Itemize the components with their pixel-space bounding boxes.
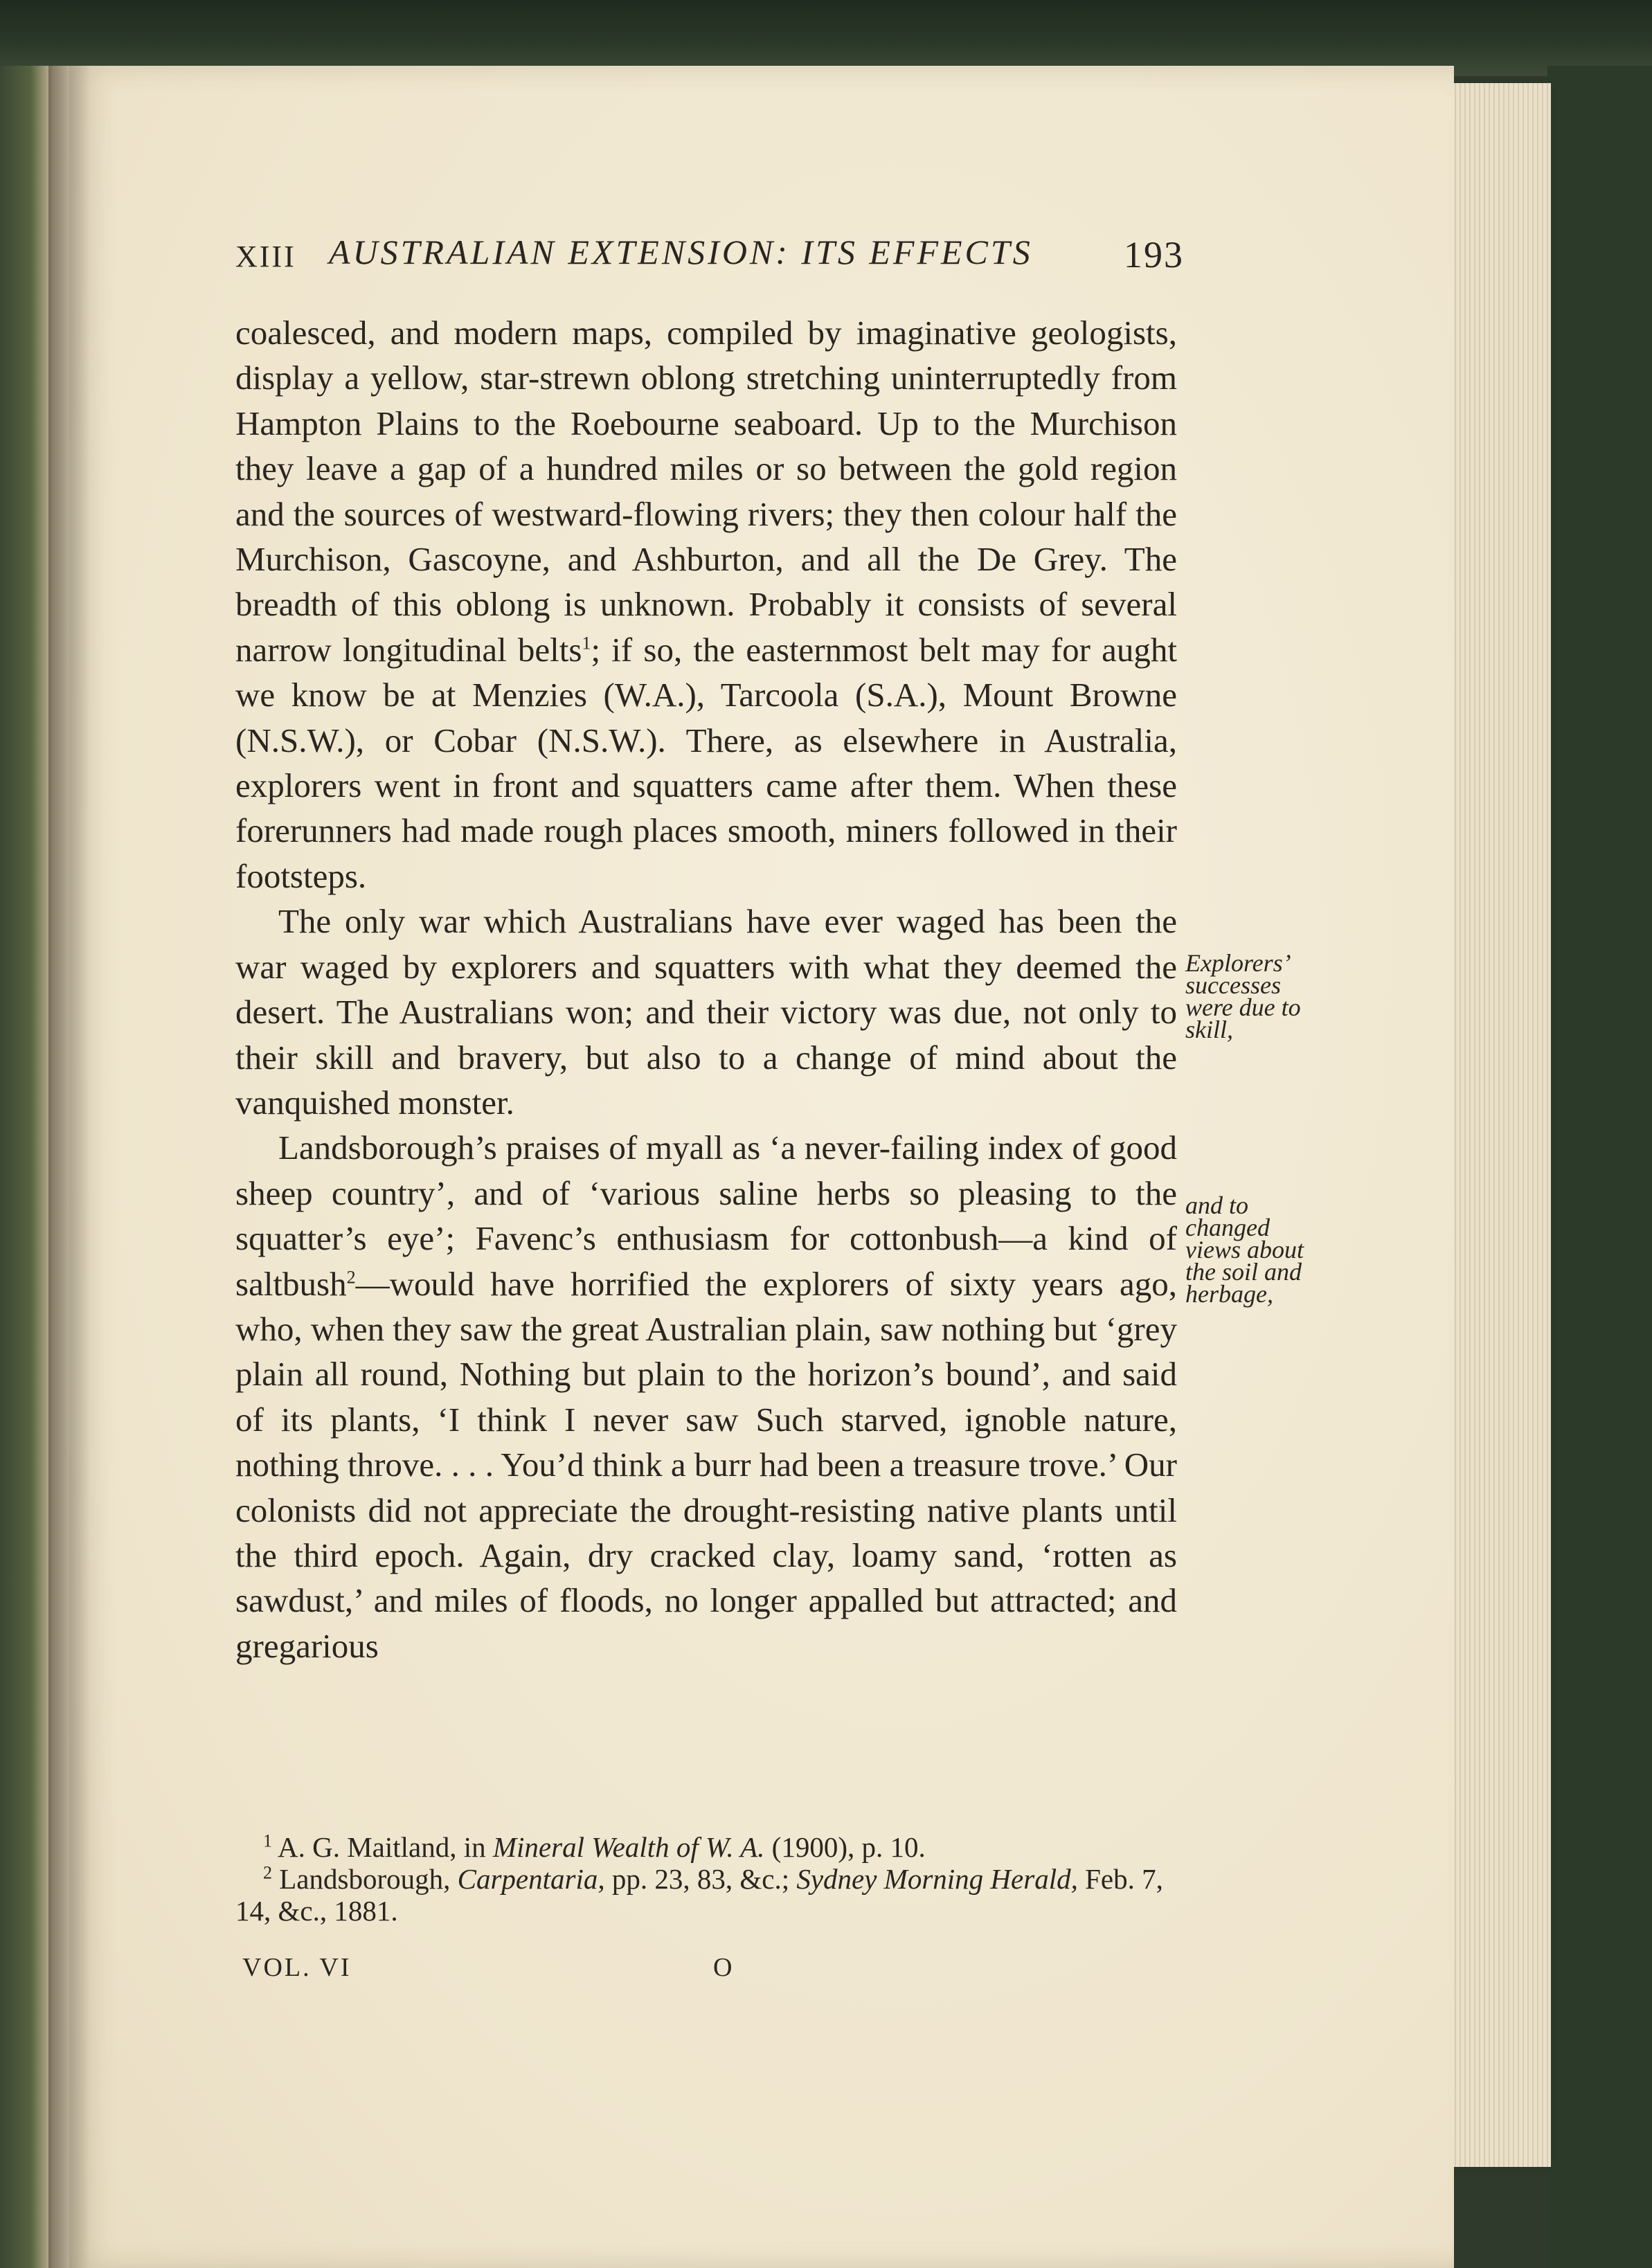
book-cover-right	[1547, 66, 1652, 2268]
running-head	[235, 232, 1184, 280]
footnote-2: $^2$ Landsborough, Carpentaria, pp. 23, 83, &c.; Sydney Morning Herald, Feb. 7, 14, &c., 1881.	[235, 1862, 1163, 1927]
signature-mark: O	[713, 1953, 735, 1982]
volume-label: VOL. VI	[242, 1953, 352, 1982]
sidenote-changed-views: and to changed views about the soil and herbage,	[1185, 1191, 1304, 1308]
paragraph-2: The only war which Australians have ever waged has been the war waged by explorers and squatters with what they deemed the desert. The Australians won; and their victory was due, not only to their skill and bravery, but also to a change of mind about the vanquished monster.	[235, 902, 1177, 1122]
printer-signature	[242, 1952, 935, 1987]
body-text	[235, 310, 1177, 1668]
footnote-ref-1: 1	[582, 633, 591, 654]
footnotes	[235, 1831, 1184, 1927]
footnote-ref-2: 2	[346, 1267, 356, 1288]
page-number: 193	[1124, 234, 1184, 276]
footnote-1: $^1$ A. G. Maitland, in Mineral Wealth of W. A. (1900), p. 10.	[263, 1830, 926, 1863]
sidenote-explorers: Explorers’ successes were due to skill,	[1185, 949, 1301, 1043]
book-cover-top	[0, 0, 1652, 76]
spine-shadow	[48, 66, 90, 2268]
chapter-number: XIII	[235, 240, 296, 273]
paragraph-1: coalesced, and modern maps, compiled by imaginative geologists, display a yellow, star-strewn oblong stretching uninterruptedly from Hampton Plains to the Roebourne seaboard. Up to the Murchison they leave a gap of a hundred miles or so between the gold region and the sources of westward-flowing rivers; they then colour half the Murchison, Gascoyne, and Ashburton, and all the De Grey. The breadth of this oblong is unknown. Probably it consists of several narrow longitudinal belts$^1$; if so, the easternmost belt may for aught we know be at Menzies (W.A.), Tarcoola (S.A.), Mount Browne (N.S.W.), or Cobar (N.S.W.). There, as elsewhere in Australia, explorers went in front and squatters came after them. When these forerunners had made rough places smooth, miners followed in their footsteps.	[235, 314, 1177, 895]
paragraph-3: Landsborough’s praises of myall as ‘a never-failing index of good sheep country’, and of ‘various saline herbs so pleasing to the squatter’s eye’; Favenc’s enthusiasm for cottonbush—a kind of saltbush$^2$—would have horrified the explorers of sixty years ago, who, when they saw the great Australian plain, saw nothing but ‘grey plain all round, Nothing but plain to the horizon’s bound’, and said of its plants, ‘I think I never saw Such starved, ignoble nature, nothing throve. . . . You’d think a burr had been a treasure trove.’ Our colonists did not appreciate the drought-resisting native plants until the third epoch. Again, dry cracked clay, loamy sand, ‘rotten as sawdust,’ and miles of floods, no longer appalled but attracted; and gregarious	[235, 1128, 1177, 1665]
running-title: AUSTRALIAN EXTENSION: ITS EFFECTS	[329, 233, 1033, 271]
